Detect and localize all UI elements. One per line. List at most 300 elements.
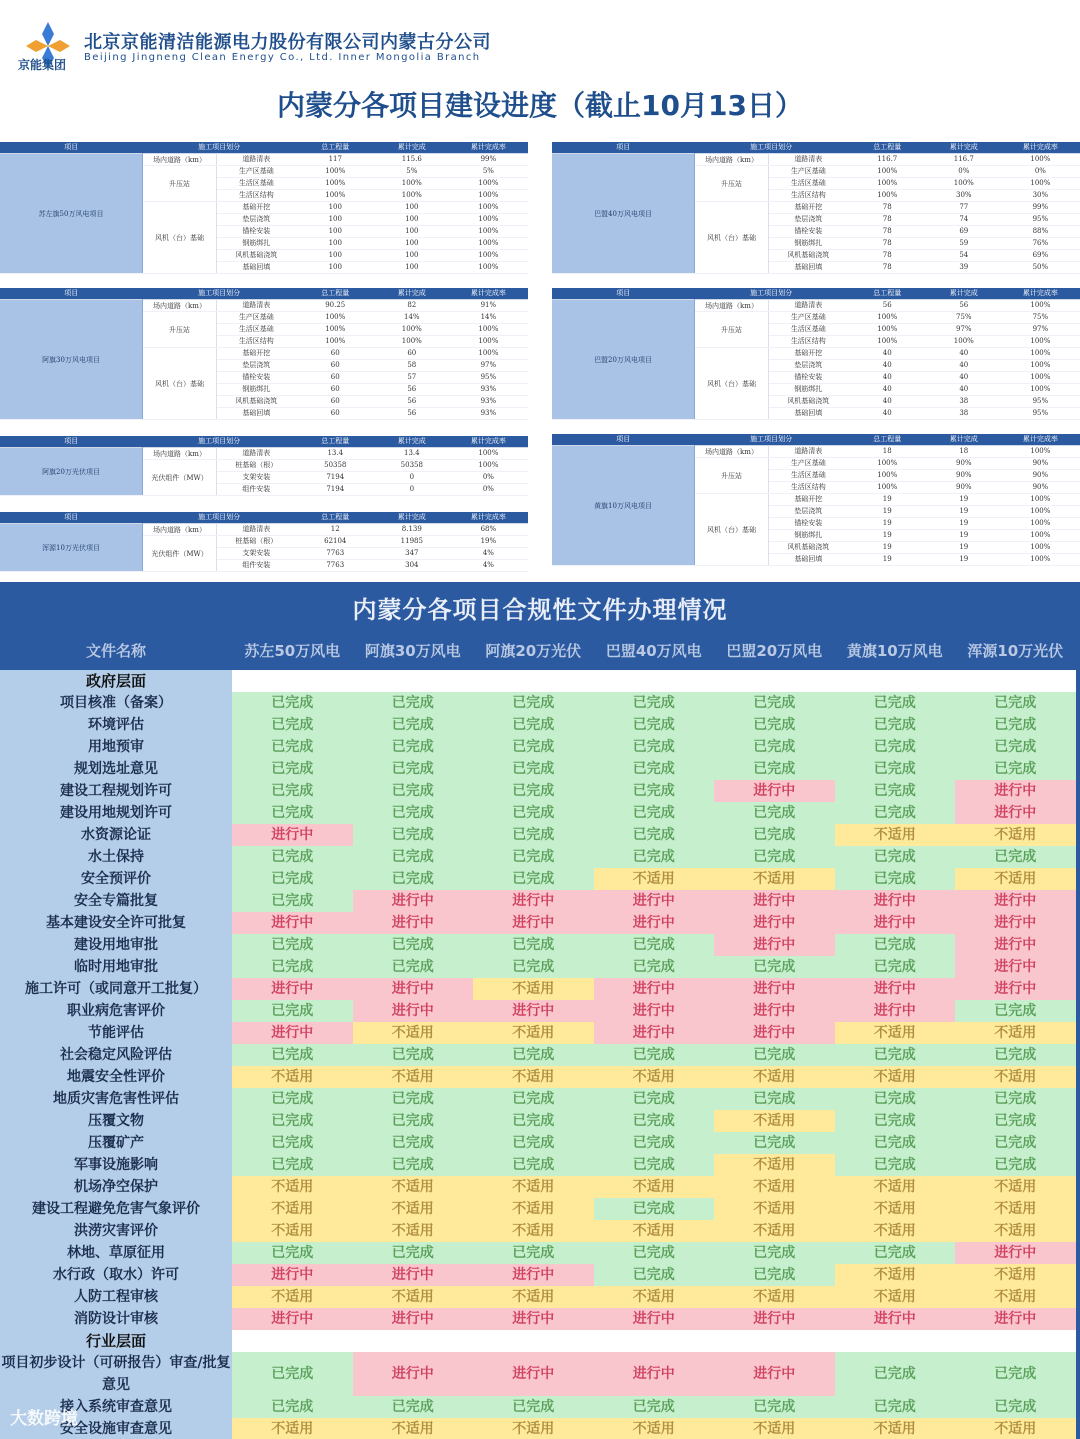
status-cell: 不适用 [714, 1154, 835, 1176]
status-cell: 已完成 [835, 780, 956, 802]
progress-cell: 0% [1001, 166, 1080, 178]
status-cell: 进行中 [594, 1022, 715, 1044]
status-cell: 已完成 [232, 934, 353, 956]
progress-header-cell: 累计完成 [375, 288, 449, 300]
status-cell: 进行中 [232, 1022, 353, 1044]
progress-cell: 生活区结构 [768, 336, 847, 348]
status-cell: 不适用 [955, 1418, 1076, 1439]
status-cell: 不适用 [473, 1220, 594, 1242]
progress-cell: 50% [1001, 262, 1080, 274]
status-cell: 已完成 [594, 1110, 715, 1132]
file-name: 接入系统审查意见 [0, 1396, 232, 1418]
file-name: 地质灾害危害性评估 [0, 1088, 232, 1110]
status-cell: 不适用 [473, 1418, 594, 1439]
status-cell: 已完成 [714, 736, 835, 758]
compliance-row [0, 1088, 1076, 1110]
progress-cell: 100% [848, 458, 927, 470]
status-cell: 进行中 [835, 1308, 956, 1330]
work-group: 场内道路（km） [143, 300, 217, 312]
status-cell: 进行中 [955, 956, 1076, 978]
blank-cell [473, 670, 594, 692]
status-cell: 不适用 [473, 1066, 594, 1088]
progress-cell: 19 [927, 530, 1001, 542]
status-cell: 不适用 [955, 1286, 1076, 1308]
status-cell: 进行中 [714, 1000, 835, 1022]
status-cell: 进行中 [473, 912, 594, 934]
progress-cell: 100% [449, 190, 528, 202]
progress-cell: 100% [1001, 530, 1080, 542]
work-group: 风机（台）基础 [695, 348, 769, 420]
progress-cell: 0 [375, 472, 449, 484]
status-cell: 已完成 [473, 868, 594, 890]
blank-cell [714, 670, 835, 692]
progress-cell: 100% [296, 336, 375, 348]
status-cell: 不适用 [232, 1176, 353, 1198]
status-cell: 已完成 [955, 1352, 1076, 1396]
progress-cell: 100 [375, 262, 449, 274]
status-cell: 不适用 [594, 1220, 715, 1242]
progress-cell: 钢筋绑扎 [768, 384, 847, 396]
compliance-row [0, 1066, 1076, 1088]
compliance-title: 内蒙分各项目合规性文件办理情况 [352, 596, 728, 624]
status-cell: 已完成 [594, 802, 715, 824]
status-cell: 已完成 [473, 1044, 594, 1066]
status-cell: 已完成 [594, 692, 715, 714]
progress-cell: 100% [449, 214, 528, 226]
progress-cell: 锚栓安装 [768, 372, 847, 384]
blank-cell [473, 1330, 594, 1352]
file-name: 临时用地审批 [0, 956, 232, 978]
progress-header-cell: 累计完成 [927, 434, 1001, 446]
progress-header-cell: 总工程量 [296, 142, 375, 154]
progress-cell: 14% [375, 312, 449, 324]
progress-cell: 100% [449, 448, 528, 460]
compliance-row [0, 978, 1076, 1000]
status-cell: 已完成 [835, 1154, 956, 1176]
progress-cell: 62104 [296, 536, 375, 548]
progress-cell: 生活区基础 [768, 324, 847, 336]
progress-row [552, 446, 1080, 458]
status-cell: 已完成 [714, 824, 835, 846]
status-cell: 进行中 [353, 1352, 474, 1396]
file-name: 水行政（取水）许可 [0, 1264, 232, 1286]
progress-cell: 19 [848, 518, 927, 530]
progress-cell: 100 [375, 202, 449, 214]
progress-cell: 生活区结构 [216, 336, 295, 348]
progress-cell: 0% [449, 484, 528, 496]
progress-cell: 68% [449, 524, 528, 536]
progress-header-cell: 项目 [552, 142, 695, 154]
progress-cell: 90% [927, 482, 1001, 494]
progress-cell: 生产区基础 [768, 166, 847, 178]
work-group: 光伏组件（MW） [143, 536, 217, 572]
progress-cell: 100% [296, 166, 375, 178]
status-cell: 不适用 [835, 1176, 956, 1198]
progress-cell: 54 [927, 250, 1001, 262]
progress-header-cell: 累计完成 [375, 512, 449, 524]
status-cell: 已完成 [232, 1110, 353, 1132]
status-cell: 已完成 [594, 956, 715, 978]
compliance-row [0, 758, 1076, 780]
progress-cell: 39 [927, 262, 1001, 274]
status-cell: 已完成 [835, 736, 956, 758]
progress-cell: 56 [375, 396, 449, 408]
progress-cell: 生活区基础 [768, 470, 847, 482]
progress-cell: 95% [1001, 214, 1080, 226]
progress-cell: 100% [848, 166, 927, 178]
progress-cell: 76% [1001, 238, 1080, 250]
status-cell: 已完成 [232, 758, 353, 780]
progress-header-cell: 项目 [0, 436, 143, 448]
status-cell: 不适用 [353, 1176, 474, 1198]
progress-cell: 97% [927, 324, 1001, 336]
status-cell: 已完成 [714, 1044, 835, 1066]
progress-header-cell: 施工项目划分 [695, 288, 848, 300]
status-cell: 已完成 [835, 692, 956, 714]
progress-cell: 垫层浇筑 [768, 360, 847, 372]
status-cell: 已完成 [232, 1132, 353, 1154]
status-cell: 进行中 [232, 978, 353, 1000]
file-name: 项目核准（备案） [0, 692, 232, 714]
status-cell: 已完成 [835, 1044, 956, 1066]
progress-row [552, 154, 1080, 166]
status-cell: 已完成 [353, 1110, 474, 1132]
progress-table-header [0, 142, 528, 154]
progress-cell: 生活区基础 [768, 178, 847, 190]
progress-cell: 78 [848, 214, 927, 226]
status-cell: 进行中 [353, 1000, 474, 1022]
status-cell: 进行中 [835, 912, 956, 934]
progress-header-cell: 累计完成 [375, 142, 449, 154]
status-cell: 已完成 [835, 1242, 956, 1264]
progress-header-cell: 累计完成率 [449, 512, 528, 524]
progress-cell: 19 [927, 518, 1001, 530]
project-name: 巴盟40万风电项目 [552, 154, 695, 274]
progress-cell: 38 [927, 396, 1001, 408]
progress-cell: 支架安装 [216, 472, 295, 484]
compliance-row [0, 1132, 1076, 1154]
progress-cell: 100 [375, 250, 449, 262]
status-cell: 已完成 [714, 714, 835, 736]
project-column-header: 浑源10万光伏 [967, 642, 1064, 660]
progress-cell: 100 [296, 202, 375, 214]
progress-cell: 道路清表 [216, 154, 295, 166]
status-cell: 已完成 [714, 1396, 835, 1418]
progress-cell: 风机基础浇筑 [216, 250, 295, 262]
progress-table [0, 142, 528, 274]
progress-cell: 基础开挖 [216, 202, 295, 214]
progress-cell: 115.6 [375, 154, 449, 166]
progress-cell: 0 [375, 484, 449, 496]
file-name: 建设工程规划许可 [0, 780, 232, 802]
progress-cell: 13.4 [375, 448, 449, 460]
progress-cell: 桩基础（根） [216, 460, 295, 472]
progress-cell: 18 [927, 446, 1001, 458]
progress-header-cell: 总工程量 [296, 288, 375, 300]
compliance-row [0, 934, 1076, 956]
status-cell: 已完成 [232, 802, 353, 824]
status-cell: 进行中 [955, 890, 1076, 912]
progress-cell: 100% [1001, 300, 1080, 312]
work-group: 风机（台）基础 [695, 202, 769, 274]
progress-cell: 垫层浇筑 [768, 506, 847, 518]
progress-header-cell: 累计完成 [375, 436, 449, 448]
progress-header-cell: 施工项目划分 [143, 288, 296, 300]
status-cell: 进行中 [955, 978, 1076, 1000]
work-group: 风机（台）基础 [695, 494, 769, 566]
status-cell: 不适用 [353, 1220, 474, 1242]
blank-cell [714, 1330, 835, 1352]
status-cell: 已完成 [835, 714, 956, 736]
status-cell: 已完成 [714, 1132, 835, 1154]
status-cell: 进行中 [714, 1308, 835, 1330]
progress-cell: 11985 [375, 536, 449, 548]
progress-cell: 19 [848, 530, 927, 542]
progress-cell: 基础回填 [768, 408, 847, 420]
file-name: 水资源论证 [0, 824, 232, 846]
progress-row [0, 524, 528, 536]
status-cell: 已完成 [353, 1242, 474, 1264]
progress-cell: 18 [848, 446, 927, 458]
compliance-row [0, 1154, 1076, 1176]
progress-cell: 100% [848, 336, 927, 348]
status-cell: 已完成 [353, 714, 474, 736]
status-cell: 不适用 [835, 1220, 956, 1242]
progress-cell: 100% [1001, 446, 1080, 458]
status-cell: 已完成 [955, 846, 1076, 868]
progress-cell: 0% [927, 166, 1001, 178]
progress-cell: 生活区结构 [768, 482, 847, 494]
progress-header-cell: 项目 [0, 142, 143, 154]
progress-row [0, 154, 528, 166]
progress-cell: 100% [1001, 518, 1080, 530]
progress-cell: 风机基础浇筑 [768, 250, 847, 262]
progress-cell: 116.7 [848, 154, 927, 166]
progress-cell: 7763 [296, 560, 375, 572]
progress-cell: 100 [296, 238, 375, 250]
compliance-row [0, 736, 1076, 758]
compliance-row [0, 1396, 1076, 1418]
status-cell: 进行中 [232, 1308, 353, 1330]
progress-header-cell: 施工项目划分 [695, 434, 848, 446]
file-name: 安全预评价 [0, 868, 232, 890]
file-name-header: 文件名称 [85, 642, 146, 660]
progress-cell: 78 [848, 226, 927, 238]
progress-cell: 生活区基础 [216, 324, 295, 336]
progress-cell: 19 [927, 542, 1001, 554]
progress-cell: 78 [848, 250, 927, 262]
file-name: 人防工程审核 [0, 1286, 232, 1308]
progress-cell: 19 [848, 506, 927, 518]
status-cell: 已完成 [714, 1088, 835, 1110]
status-cell: 已完成 [473, 934, 594, 956]
blank-cell [835, 670, 956, 692]
progress-cell: 锚栓安装 [768, 518, 847, 530]
progress-cell: 78 [848, 238, 927, 250]
status-cell: 进行中 [232, 912, 353, 934]
progress-cell: 锚栓安装 [216, 226, 295, 238]
progress-header-cell: 累计完成率 [449, 142, 528, 154]
progress-cell: 基础开挖 [768, 202, 847, 214]
status-cell: 不适用 [835, 1198, 956, 1220]
page-title: 内蒙分各项目建设进度（截止10月13日） [277, 89, 803, 122]
status-cell: 已完成 [353, 736, 474, 758]
status-cell: 进行中 [955, 802, 1076, 824]
status-cell: 不适用 [594, 1286, 715, 1308]
status-cell: 进行中 [353, 912, 474, 934]
progress-cell: 30% [927, 190, 1001, 202]
project-name: 巴盟20万风电项目 [552, 300, 695, 420]
progress-cell: 100% [296, 312, 375, 324]
progress-cell: 69% [1001, 250, 1080, 262]
progress-cell: 100% [927, 336, 1001, 348]
progress-cell: 50358 [375, 460, 449, 472]
progress-header-cell: 累计完成率 [1001, 288, 1080, 300]
status-cell: 已完成 [594, 934, 715, 956]
progress-cell: 19 [927, 494, 1001, 506]
progress-cell: 锚栓安装 [216, 372, 295, 384]
project-column-header: 阿旗20万光伏 [485, 642, 582, 660]
progress-cell: 99% [1001, 202, 1080, 214]
progress-row [552, 300, 1080, 312]
status-cell: 已完成 [955, 692, 1076, 714]
blank-cell [955, 670, 1076, 692]
status-cell: 进行中 [594, 1308, 715, 1330]
status-cell: 已完成 [594, 1154, 715, 1176]
work-group: 升压站 [695, 166, 769, 202]
status-cell: 进行中 [835, 890, 956, 912]
progress-header-cell: 施工项目划分 [695, 142, 848, 154]
file-name: 项目初步设计（可研报告）审查/批复意见 [0, 1352, 232, 1396]
status-cell: 已完成 [835, 934, 956, 956]
progress-cell: 97% [1001, 324, 1080, 336]
logo-text: 京能集团 [18, 58, 67, 72]
progress-header-cell: 项目 [552, 434, 695, 446]
compliance-row [0, 824, 1076, 846]
status-cell: 不适用 [473, 978, 594, 1000]
status-cell: 不适用 [714, 1198, 835, 1220]
status-cell: 已完成 [473, 714, 594, 736]
file-name: 环境评估 [0, 714, 232, 736]
compliance-row [0, 1286, 1076, 1308]
progress-cell: 100% [1001, 542, 1080, 554]
progress-cell: 40 [927, 384, 1001, 396]
progress-cell: 100% [848, 312, 927, 324]
status-cell: 进行中 [835, 978, 956, 1000]
status-cell: 已完成 [594, 714, 715, 736]
status-cell: 不适用 [473, 1022, 594, 1044]
status-cell: 不适用 [714, 1286, 835, 1308]
progress-header-cell: 施工项目划分 [143, 436, 296, 448]
progress-cell: 100 [296, 262, 375, 274]
progress-cell: 50358 [296, 460, 375, 472]
status-cell: 不适用 [835, 1066, 956, 1088]
status-cell: 已完成 [473, 1154, 594, 1176]
progress-cell: 40 [927, 372, 1001, 384]
status-cell: 进行中 [473, 1264, 594, 1286]
progress-cell: 60 [296, 396, 375, 408]
file-name: 建设用地审批 [0, 934, 232, 956]
progress-header-cell: 累计完成率 [1001, 142, 1080, 154]
file-name: 职业病危害评价 [0, 1000, 232, 1022]
progress-cell: 100% [1001, 178, 1080, 190]
progress-cell: 4% [449, 548, 528, 560]
progress-cell: 生活区基础 [216, 178, 295, 190]
progress-cell: 100% [449, 324, 528, 336]
blank-cell [232, 670, 353, 692]
progress-cell: 7763 [296, 548, 375, 560]
progress-cell: 304 [375, 560, 449, 572]
progress-cell: 生产区基础 [216, 312, 295, 324]
blank-cell [353, 670, 474, 692]
status-cell: 不适用 [353, 1022, 474, 1044]
blank-cell [835, 1330, 956, 1352]
progress-cell: 100% [1001, 360, 1080, 372]
status-cell: 已完成 [835, 802, 956, 824]
progress-cell: 60 [296, 408, 375, 420]
progress-cell: 道路清表 [216, 300, 295, 312]
status-cell: 已完成 [232, 868, 353, 890]
work-group: 场内道路（km） [695, 154, 769, 166]
file-name: 洪涝灾害评价 [0, 1220, 232, 1242]
progress-cell: 100% [848, 470, 927, 482]
status-cell: 进行中 [353, 1264, 474, 1286]
status-cell: 进行中 [353, 890, 474, 912]
status-cell: 进行中 [594, 890, 715, 912]
progress-cell: 垫层浇筑 [216, 214, 295, 226]
status-cell: 进行中 [714, 1352, 835, 1396]
progress-cell: 100% [1001, 336, 1080, 348]
progress-cell: 12 [296, 524, 375, 536]
status-cell: 已完成 [473, 692, 594, 714]
status-cell: 不适用 [955, 1264, 1076, 1286]
project-name: 浑源10万光伏项目 [0, 524, 143, 572]
progress-cell: 38 [927, 408, 1001, 420]
progress-cell: 100% [1001, 348, 1080, 360]
progress-header-cell: 总工程量 [848, 288, 927, 300]
compliance-row [0, 1198, 1076, 1220]
file-name: 用地预审 [0, 736, 232, 758]
progress-table-header [0, 512, 528, 524]
compliance-row [0, 1176, 1076, 1198]
progress-header-cell: 总工程量 [848, 142, 927, 154]
status-cell: 已完成 [714, 956, 835, 978]
status-cell: 已完成 [714, 802, 835, 824]
progress-cell: 生活区结构 [216, 190, 295, 202]
progress-cell: 78 [848, 262, 927, 274]
progress-cell: 基础回填 [768, 262, 847, 274]
compliance-row [0, 1022, 1076, 1044]
status-cell: 不适用 [232, 1198, 353, 1220]
progress-header-cell: 累计完成率 [449, 436, 528, 448]
progress-cell: 100% [375, 324, 449, 336]
progress-cell: 风机基础浇筑 [216, 396, 295, 408]
status-cell: 已完成 [232, 1396, 353, 1418]
compliance-row [0, 1220, 1076, 1242]
status-cell: 进行中 [714, 780, 835, 802]
progress-cell: 100% [449, 250, 528, 262]
status-cell: 进行中 [955, 1308, 1076, 1330]
progress-cell: 19 [848, 542, 927, 554]
file-name: 基本建设安全许可批复 [0, 912, 232, 934]
status-cell: 进行中 [955, 780, 1076, 802]
progress-cell: 19 [848, 554, 927, 566]
compliance-row [0, 868, 1076, 890]
progress-header-cell: 总工程量 [296, 436, 375, 448]
status-cell: 不适用 [714, 868, 835, 890]
progress-cell: 100% [449, 348, 528, 360]
progress-header-cell: 累计完成 [927, 288, 1001, 300]
